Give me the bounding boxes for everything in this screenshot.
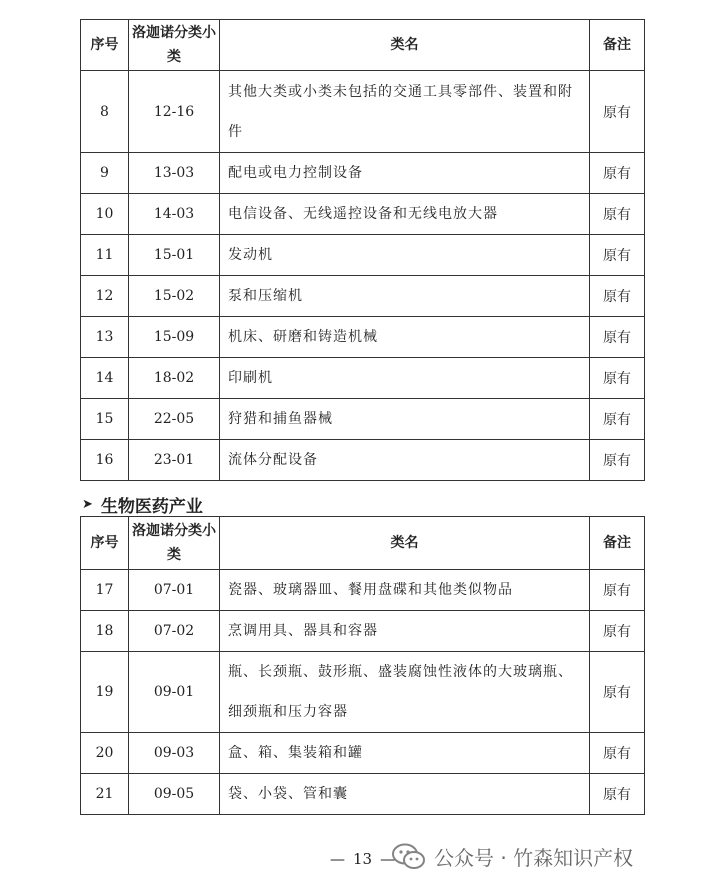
table-row (81, 317, 645, 358)
row-name: 流体分配设备 (220, 440, 590, 481)
table-row (81, 652, 645, 733)
header-remark: 备注 (590, 517, 645, 570)
row-name: 机床、研磨和铸造机械 (220, 317, 590, 358)
table-row (81, 235, 645, 276)
row-seq: 16 (81, 440, 129, 481)
table-row (81, 276, 645, 317)
row-name: 配电或电力控制设备 (220, 153, 590, 194)
footer-dash-right: — (380, 850, 396, 868)
section-title (82, 492, 203, 517)
row-remark: 原有 (590, 235, 645, 276)
row-seq: 17 (81, 570, 129, 611)
table-row (81, 774, 645, 815)
row-remark: 原有 (590, 317, 645, 358)
table-row (81, 358, 645, 399)
footer-dash-left: — (330, 850, 345, 868)
table-row (81, 440, 645, 481)
row-name: 瓷器、玻璃器皿、餐用盘碟和其他类似物品 (220, 570, 590, 611)
table-row (81, 71, 645, 153)
row-seq: 18 (81, 611, 129, 652)
row-code: 09-01 (129, 652, 220, 733)
row-name: 发动机 (220, 235, 590, 276)
row-remark: 原有 (590, 733, 645, 774)
row-seq: 15 (81, 399, 129, 440)
row-remark: 原有 (590, 399, 645, 440)
row-name: 其他大类或小类未包括的交通工具零部件、装置和附件 (220, 71, 590, 153)
row-seq: 13 (81, 317, 129, 358)
row-seq: 20 (81, 733, 129, 774)
row-code: 09-03 (129, 733, 220, 774)
table-row (81, 733, 645, 774)
header-seq: 序号 (81, 20, 129, 71)
row-seq: 12 (81, 276, 129, 317)
row-remark: 原有 (590, 358, 645, 399)
row-seq: 21 (81, 774, 129, 815)
table-header-row (81, 20, 645, 71)
watermark-text: 公众号 · 竹森知识产权 (434, 846, 634, 870)
row-seq: 10 (81, 194, 129, 235)
category-table-1 (80, 19, 645, 481)
row-code: 15-01 (129, 235, 220, 276)
row-remark: 原有 (590, 71, 645, 153)
table-header-row (81, 517, 645, 570)
table-row (81, 194, 645, 235)
section-title-text: 生物医药产业 (100, 497, 203, 517)
watermark (392, 842, 633, 871)
row-code: 12-16 (129, 71, 220, 153)
header-remark: 备注 (590, 20, 645, 71)
row-name: 瓶、长颈瓶、鼓形瓶、盛装腐蚀性液体的大玻璃瓶、细颈瓶和压力容器 (220, 652, 590, 733)
row-remark: 原有 (590, 652, 645, 733)
row-code: 14-03 (129, 194, 220, 235)
page-number: 13 (353, 850, 373, 868)
header-seq: 序号 (81, 517, 129, 570)
row-name: 印刷机 (220, 358, 590, 399)
row-remark: 原有 (590, 276, 645, 317)
row-name: 泵和压缩机 (220, 276, 590, 317)
row-seq: 14 (81, 358, 129, 399)
header-locarno: 洛迦诺分类小类 (129, 517, 220, 570)
row-remark: 原有 (590, 611, 645, 652)
table-row (81, 611, 645, 652)
header-locarno: 洛迦诺分类小类 (129, 20, 220, 71)
row-code: 07-01 (129, 570, 220, 611)
row-code: 07-02 (129, 611, 220, 652)
table-row (81, 399, 645, 440)
row-remark: 原有 (590, 570, 645, 611)
row-code: 15-02 (129, 276, 220, 317)
row-name: 电信设备、无线遥控设备和无线电放大器 (220, 194, 590, 235)
arrow-bullet-icon: ➤ (82, 497, 93, 512)
row-code: 09-05 (129, 774, 220, 815)
page-footer (330, 850, 395, 868)
row-code: 18-02 (129, 358, 220, 399)
header-category: 类名 (220, 517, 590, 570)
row-code: 13-03 (129, 153, 220, 194)
row-name: 狩猎和捕鱼器械 (220, 399, 590, 440)
row-seq: 19 (81, 652, 129, 733)
table-row (81, 153, 645, 194)
row-remark: 原有 (590, 440, 645, 481)
row-code: 15-09 (129, 317, 220, 358)
row-name: 烹调用具、器具和容器 (220, 611, 590, 652)
row-name: 袋、小袋、管和囊 (220, 774, 590, 815)
row-seq: 11 (81, 235, 129, 276)
row-remark: 原有 (590, 153, 645, 194)
row-code: 22-05 (129, 399, 220, 440)
row-code: 23-01 (129, 440, 220, 481)
header-category: 类名 (220, 20, 590, 71)
row-seq: 9 (81, 153, 129, 194)
row-remark: 原有 (590, 194, 645, 235)
wechat-icon (392, 843, 426, 871)
row-remark: 原有 (590, 774, 645, 815)
row-name: 盒、箱、集装箱和罐 (220, 733, 590, 774)
table-row (81, 570, 645, 611)
category-table-2 (80, 516, 645, 815)
row-seq: 8 (81, 71, 129, 153)
